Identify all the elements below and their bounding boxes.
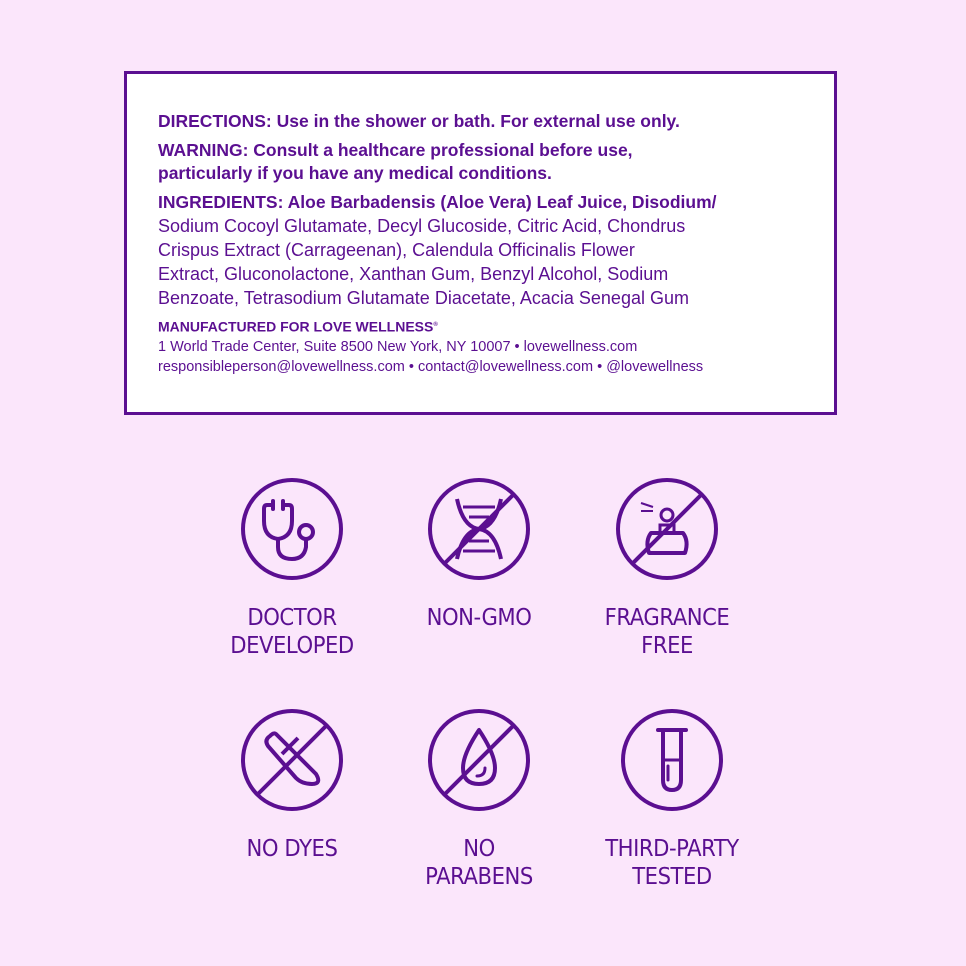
badge-label-line-1: THIRD-PARTY [605,836,739,862]
badge-label-line-2: FREE [641,633,693,659]
product-label-box [124,71,837,415]
badge-fragrance-free [567,477,767,660]
contact-text: responsibleperson@lovewellness.com • contact@lovewellness.com • @lovewellness [158,358,704,375]
badge-third-party-tested [572,708,772,891]
directions-text: DIRECTIONS: Use in the shower or bath. For external use only. [158,111,680,131]
badge-non-gmo [379,477,579,632]
ingredients-line-1: INGREDIENTS: Aloe Barbadensis (Aloe Vera) Leaf Juice, Disodium/ [158,192,717,212]
badge-no-parabens [379,708,579,891]
badge-label-line-1: DOCTOR [247,605,337,631]
manufacturer-name: MANUFACTURED FOR LOVE WELLNESS [158,318,434,335]
no-drop-icon [427,708,531,812]
no-perfume-icon [615,477,719,581]
ingredients-line-4: Extract, Gluconolactone, Xanthan Gum, Benzyl Alcohol, Sodium [158,264,669,284]
badge-label-line-2: TESTED [632,864,712,890]
warning-line-2: particularly if you have any medical conditions. [158,163,552,183]
badge-label [387,835,571,891]
address-text: 1 World Trade Center, Suite 8500 New York, NY 10007 • lovewellness.com [158,338,638,355]
badge-label [575,604,759,660]
ingredients-line-3: Crispus Extract (Carrageenan), Calendula Officinalis Flower [158,240,635,260]
badge-label-line-1: NO [463,836,495,862]
ingredients-text [158,191,804,310]
ingredients-line-2: Sodium Cocoyl Glutamate, Decyl Glucoside, Citric Acid, Chondrus [158,216,686,236]
badge-label-line-1: FRAGRANCE [604,605,730,631]
manufacturer-heading [158,316,804,337]
no-dye-icon [240,708,344,812]
badge-label [200,604,384,660]
badge-label [580,835,764,891]
badge-label-line-1: NO DYES [246,836,338,862]
badge-no-dyes [192,708,392,863]
badge-label-line-1: NON-GMO [426,605,532,631]
warning-text [158,139,804,185]
no-dna-icon [427,477,531,581]
badge-doctor-developed [192,477,392,660]
test-tube-icon [620,708,724,812]
ingredients-line-5: Benzoate, Tetrasodium Glutamate Diacetate, Acacia Senegal Gum [158,288,689,308]
trademark-symbol: ® [433,322,438,328]
badge-label [387,604,571,632]
badge-label [200,835,384,863]
warning-line-1: WARNING: Consult a healthcare professional before use, [158,140,633,160]
stethoscope-icon [240,477,344,581]
badge-label-line-2: PARABENS [425,864,533,890]
badge-label-line-2: DEVELOPED [230,633,354,659]
